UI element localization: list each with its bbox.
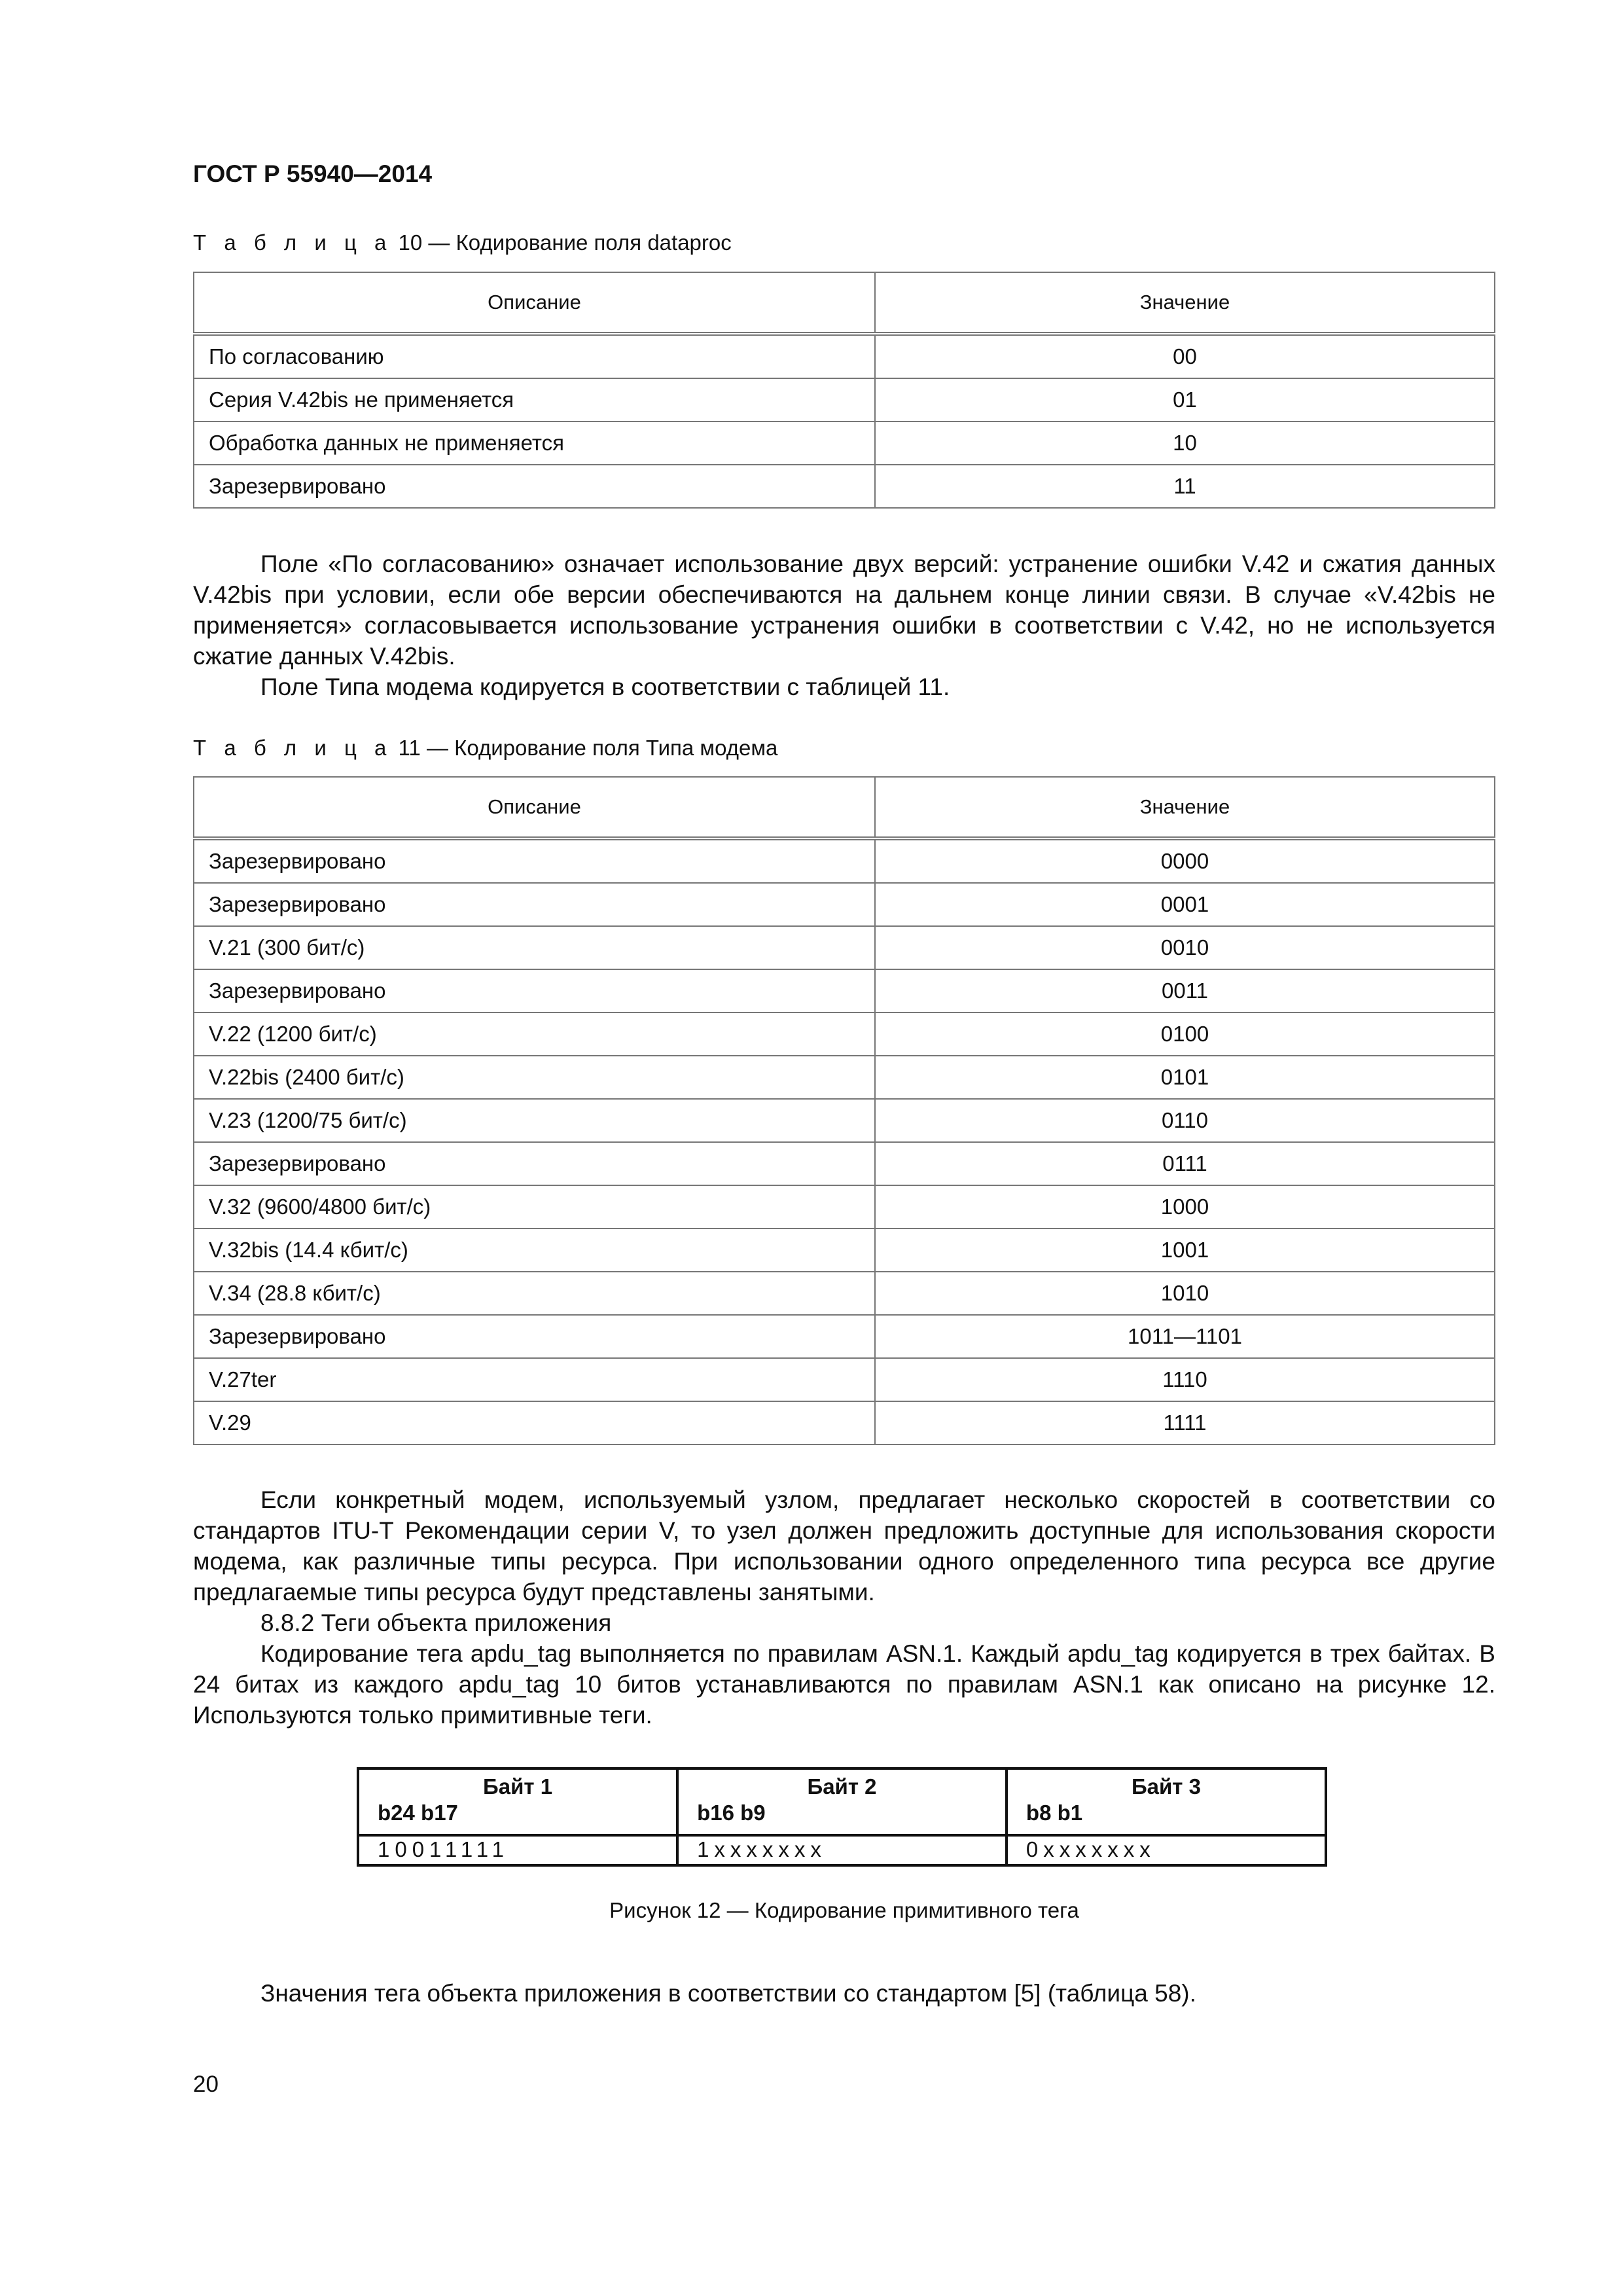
cell-value: 0101 bbox=[875, 1056, 1495, 1099]
table-row bbox=[194, 1401, 1495, 1444]
cell-value: 01 bbox=[875, 378, 1495, 422]
cell-description: V.34 (28.8 кбит/с) bbox=[194, 1272, 875, 1315]
table-row bbox=[194, 1185, 1495, 1229]
bit-range: b8 b1 bbox=[1026, 1801, 1083, 1825]
cell-value: 0000 bbox=[875, 838, 1495, 883]
table-row bbox=[194, 1013, 1495, 1056]
cell-value: 0010 bbox=[875, 926, 1495, 969]
table-row bbox=[194, 1358, 1495, 1401]
byte-value: 0xxxxxxx bbox=[1007, 1835, 1326, 1865]
byte-value: 10011111 bbox=[358, 1835, 677, 1865]
paragraph: Поле «По согласованию» означает использование двух версий: устранение ошибки V.42 и сжатия данных V.42bis при условии, если обе версии обеспечиваются на дальнем конце линии связи. В случае «V.42bis не применяется» согласовывается использование устранения ошибки в соответствии с V.42, но не используется сжатие данных V.42bis. bbox=[193, 550, 1495, 670]
byte-label: Байт 1 bbox=[483, 1774, 553, 1799]
cell-description: Обработка данных не применяется bbox=[194, 422, 875, 465]
cell-value: 0110 bbox=[875, 1099, 1495, 1142]
table-row bbox=[194, 1099, 1495, 1142]
table-row bbox=[194, 334, 1495, 378]
paragraph-block-1 bbox=[193, 548, 1495, 702]
cell-description: V.32bis (14.4 кбит/с) bbox=[194, 1229, 875, 1272]
table-row bbox=[194, 926, 1495, 969]
table-row bbox=[194, 378, 1495, 422]
page-number: 20 bbox=[193, 2072, 219, 2097]
table-10 bbox=[193, 272, 1495, 509]
cell-value: 1010 bbox=[875, 1272, 1495, 1315]
byte-cell bbox=[677, 1768, 1007, 1835]
cell-description: V.22 (1200 бит/с) bbox=[194, 1013, 875, 1056]
cell-value: 1001 bbox=[875, 1229, 1495, 1272]
byte-cell bbox=[358, 1768, 677, 1835]
cell-description: V.21 (300 бит/с) bbox=[194, 926, 875, 969]
cell-description: V.32 (9600/4800 бит/с) bbox=[194, 1185, 875, 1229]
table-row bbox=[194, 1229, 1495, 1272]
table-label: Т а б л и ц а bbox=[193, 736, 393, 760]
cell-description: По согласованию bbox=[194, 334, 875, 378]
cell-value: 10 bbox=[875, 422, 1495, 465]
table-11 bbox=[193, 776, 1495, 1445]
table-row bbox=[194, 838, 1495, 883]
cell-description: Зарезервировано bbox=[194, 465, 875, 508]
byte-cell bbox=[1007, 1768, 1326, 1835]
table-title: 10 — Кодирование поля dataproc bbox=[392, 230, 732, 255]
cell-value: 0100 bbox=[875, 1013, 1495, 1056]
paragraph: Кодирование тега apdu_tag выполняется по правилам ASN.1. Каждый apdu_tag кодируется в трех байтах. В 24 битах из каждого apdu_tag 10 битов устанавливаются по правилам ASN.1 как описано на рисунке 12. Используются только примитивные теги. bbox=[193, 1640, 1495, 1729]
table-header-row bbox=[194, 777, 1495, 838]
figure-caption: Рисунок 12 — Кодирование примитивного тега bbox=[609, 1898, 1079, 1922]
figure-12-bit-layout bbox=[357, 1767, 1327, 1867]
byte-label: Байт 3 bbox=[1131, 1774, 1201, 1799]
table-row bbox=[194, 1272, 1495, 1315]
table-row bbox=[194, 1056, 1495, 1099]
cell-description: Зарезервировано bbox=[194, 1142, 875, 1185]
cell-value: 11 bbox=[875, 465, 1495, 508]
cell-description: V.22bis (2400 бит/с) bbox=[194, 1056, 875, 1099]
cell-description: Серия V.42bis не применяется bbox=[194, 378, 875, 422]
table-row bbox=[194, 883, 1495, 926]
figure-header-row bbox=[358, 1768, 1326, 1835]
table-10-caption bbox=[193, 230, 732, 255]
table-row bbox=[194, 465, 1495, 508]
paragraph: Значения тега объекта приложения в соответствии со стандартом [5] (таблица 58). bbox=[260, 1980, 1196, 2007]
table-row bbox=[194, 1315, 1495, 1358]
table-row bbox=[194, 1142, 1495, 1185]
column-header-description: Описание bbox=[194, 272, 875, 334]
cell-description: Зарезервировано bbox=[194, 883, 875, 926]
byte-value: 1xxxxxxx bbox=[677, 1835, 1007, 1865]
byte-label: Байт 2 bbox=[807, 1774, 877, 1799]
cell-value: 1011—1101 bbox=[875, 1315, 1495, 1358]
paragraph-block-2 bbox=[193, 1484, 1495, 1731]
paragraph: Поле Типа модема кодируется в соответствии с таблицей 11. bbox=[260, 673, 950, 700]
table-11-caption bbox=[193, 736, 777, 761]
bit-range: b16 b9 bbox=[697, 1801, 766, 1825]
cell-value: 1110 bbox=[875, 1358, 1495, 1401]
table-row bbox=[194, 422, 1495, 465]
document-id-header: ГОСТ Р 55940—2014 bbox=[193, 160, 433, 187]
table-label: Т а б л и ц а bbox=[193, 230, 393, 255]
paragraph: Если конкретный модем, используемый узлом, предлагает несколько скоростей в соответствии со стандартов ITU-T Рекомендации серии V, то узел должен предложить доступные для использования скорости модема, как различные типы ресурса. При использовании одного определенного типа ресурса все другие предлагаемые типы ресурса будут представлены занятыми. bbox=[193, 1486, 1495, 1605]
cell-description: Зарезервировано bbox=[194, 969, 875, 1013]
table-row bbox=[194, 969, 1495, 1013]
cell-value: 1000 bbox=[875, 1185, 1495, 1229]
cell-description: V.27ter bbox=[194, 1358, 875, 1401]
table-header-row bbox=[194, 272, 1495, 334]
table-title: 11 — Кодирование поля Типа модема bbox=[392, 736, 778, 760]
cell-value: 0001 bbox=[875, 883, 1495, 926]
cell-description: Зарезервировано bbox=[194, 1315, 875, 1358]
figure-value-row bbox=[358, 1835, 1326, 1865]
cell-value: 0011 bbox=[875, 969, 1495, 1013]
cell-description: V.29 bbox=[194, 1401, 875, 1444]
cell-value: 00 bbox=[875, 334, 1495, 378]
cell-description: Зарезервировано bbox=[194, 838, 875, 883]
column-header-value: Значение bbox=[875, 777, 1495, 838]
cell-description: V.23 (1200/75 бит/с) bbox=[194, 1099, 875, 1142]
paragraph-block-3 bbox=[193, 1978, 1495, 2009]
cell-value: 1111 bbox=[875, 1401, 1495, 1444]
cell-value: 0111 bbox=[875, 1142, 1495, 1185]
column-header-description: Описание bbox=[194, 777, 875, 838]
section-heading: 8.8.2 Теги объекта приложения bbox=[260, 1609, 612, 1636]
column-header-value: Значение bbox=[875, 272, 1495, 334]
bit-range: b24 b17 bbox=[378, 1801, 458, 1825]
